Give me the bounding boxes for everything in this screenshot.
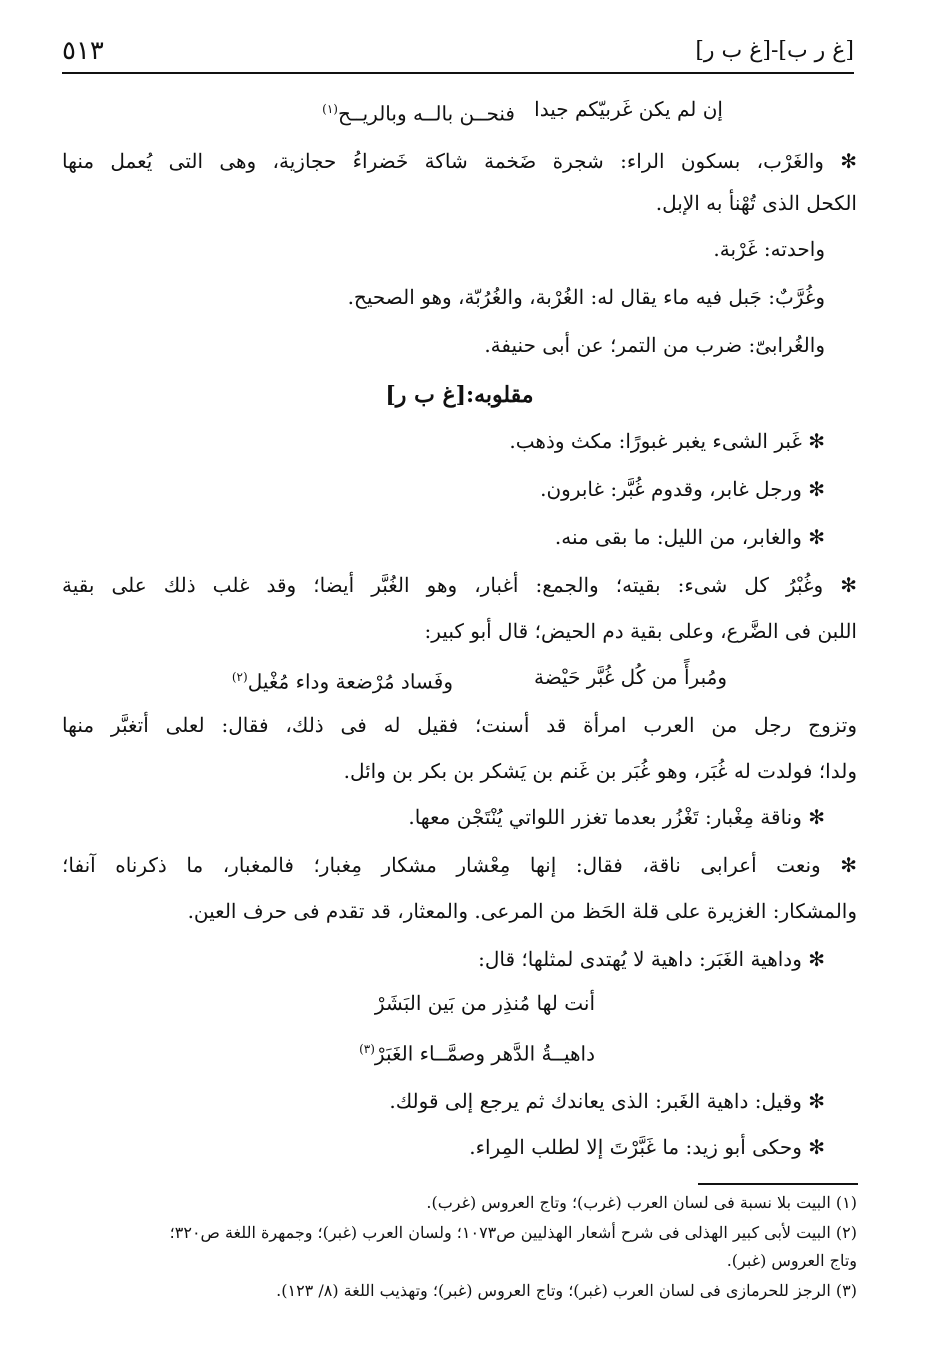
rajaz-line-2: داهيــةُ الدَّهر وصمَّــاء الغَبَرْ$^{(٣)}$ [359, 1041, 595, 1066]
footnote-1: (١) البيت بلا نسبة فى لسان العرب (غرب)؛ وتاج العروس (غرب). [426, 1193, 857, 1212]
footnote-2-line-2: وتاج العروس (غبر). [726, 1251, 857, 1270]
footnote-ref-1: (١) [322, 102, 338, 116]
paragraph-line: ✻ ونعت أعرابى ناقة، فقال: إنها مِعْشار مشكار مِغبار؛ فالمغبار، ما ذكرناه آنفا؛ [62, 853, 857, 877]
verse-1-right: إن لم يكن غَربيّكم جيدا [534, 97, 723, 121]
paragraph-line: ✻ وحكى أبو زيد: ما غَبَّرْتَ إلا لطلب المِراء. [469, 1135, 825, 1159]
page-number: ٥١٣ [62, 36, 104, 66]
paragraph-line: اللبن فى الضَّرع، وعلى بقية دم الحيض؛ قال أبو كبير: [424, 619, 857, 643]
paragraph-line: ✻ وغُبْرُ كل شىء: بقيته؛ والجمع: أغبار، وهو الغُبَّر أيضا؛ وقد غلب ذلك على بقية [62, 573, 857, 597]
paragraph-line: واحدته: غَرْبة. [713, 237, 825, 261]
footnote-2-line-1: (٢) البيت لأبى كبير الهذلى فى شرح أشعار الهذليين ص١٠٧٣؛ ولسان العرب (غبر)؛ وجمهرة اللغة ص٣٢٠؛ [169, 1223, 857, 1242]
paragraph-line: ✻ ورجل غابر، وقدوم غُبَّر: غابرون. [540, 477, 825, 501]
rajaz-line-1: أنت لها مُنذِر من بَين البَشَرْ [374, 991, 595, 1015]
paragraph-line: والغُرابىّ: ضرب من التمر؛ عن أبى حنيفة. [484, 333, 825, 357]
paragraph-line: ✻ وداهية الغَبَر: داهية لا يُهتدى لمثلها؛ قال: [478, 947, 825, 971]
footnote-ref-2: (٢) [231, 670, 248, 684]
paragraph-line: الكحل الذى تُهْنأ به الإبل. [655, 191, 857, 215]
page-header [62, 36, 854, 70]
verse-1-left: فنحــن بالــه وبالريــح$^{(١)}$ [322, 101, 515, 126]
header-rule [62, 72, 854, 74]
footnote-3: (٣) الرجز للحرمازى فى لسان العرب (غبر)؛ وتاج العروس (غبر)؛ وتهذيب اللغة (٨/ ١٢٣). [276, 1281, 857, 1300]
paragraph-line: وغُرَّبٌ: جَبل فيه ماء يقال له: الغُرْبة، والغُرُبّة، وهو الصحيح. [347, 285, 825, 309]
footnote-rule [698, 1183, 858, 1185]
verse-2-right: ومُبرأً من كُل غُبَّر حَيْضة [533, 665, 727, 689]
paragraph-line: ولدا؛ فولدت له غُبَر، وهو غُبَر بن غَنم بن يَشكر بن بكر بن وائل. [343, 759, 857, 783]
section-heading: مقلوبه:[غ ب ر] [385, 382, 534, 408]
footnote-ref-3: (٣) [359, 1042, 375, 1056]
paragraph-line: وتزوج رجل من العرب امرأة قد أسنت؛ فقيل له فى ذلك، فقال: لعلى أتغبَّر منها [62, 713, 857, 737]
running-title: [غ ر ب]-[غ ب ر] [695, 38, 854, 63]
paragraph-line: ✻ غَبر الشىء يغبر غبورًا: مكث وذهب. [509, 429, 825, 453]
paragraph-line: ✻ والغَرْب، بسكون الراء: شجرة ضَخمة شاكة خَضراءُ حجازية، وهى التى يُعمل منها [62, 149, 857, 173]
paragraph-line: ✻ وقيل: داهية الغَبر: الذى يعاندك ثم يرجع إلى قولك. [389, 1089, 825, 1113]
paragraph-line: والمشكار: الغزيرة على قلة الحَظ من المرعى. والمعثار، قد تقدم فى حرف العين. [187, 899, 857, 923]
paragraph-line: ✻ والغابر، من الليل: ما بقى منه. [554, 525, 825, 549]
paragraph-line: ✻ وناقة مِغْبار: تَغْزُر بعدما تغزر اللواتي يُنْتَجْن معها. [408, 805, 825, 829]
verse-2-left: وفَساد مُرْضعة وداء مُغْيل$^{(٢)}$ [231, 669, 453, 694]
